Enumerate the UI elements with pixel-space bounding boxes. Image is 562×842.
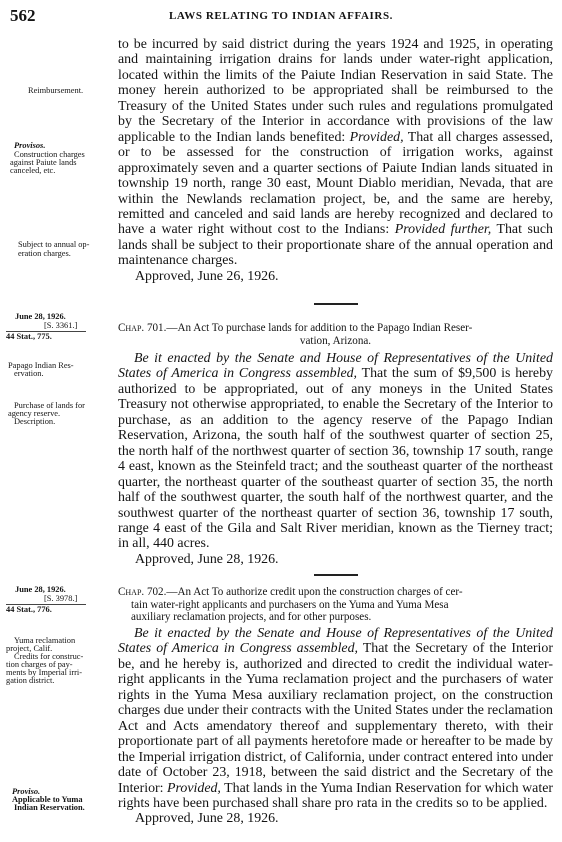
chapter-701-statute-ref: 44 Stat., 775.	[6, 331, 86, 341]
margin-note-applicable-1: Applicable to Yuma	[12, 795, 83, 804]
chapter-702-statute-ref: 44 Stat., 776.	[6, 604, 86, 614]
chapter-702-bill-number: [S. 3978.]	[44, 594, 78, 604]
chapter-701-label: Chap. 701.	[118, 322, 167, 334]
margin-note-yuma-2: project, Calif.	[6, 644, 53, 653]
margin-note-yuma-1: Yuma reclamation	[14, 636, 76, 645]
chapter-702-body	[118, 626, 553, 827]
section-divider-rule	[314, 574, 358, 576]
margin-note-subject-2: eration charges.	[18, 249, 71, 258]
margin-note-credits-3: ments by Imperial irri-	[6, 668, 83, 677]
approved-line: Approved, June 28, 1926.	[135, 811, 279, 827]
chapter-701-body	[118, 351, 553, 567]
margin-note-reimbursement: Reimbursement.	[28, 86, 84, 95]
chapter-701-text: Be it enacted by the Senate and House of Representatives of the United States of America in Congress assembled, That the sum of $9,500 is hereby authorized to be appropriated, out of any moneys in the United States Treasury not otherwise appropriated, to enable the Secretary of the Interior to purchase, as an addition to the agency reserve of the Papago Indian Reservation, Arizona, the south half of the southwest quarter of section 25, the north half of the northwest quarter of section 36, township 17 south, range 4 east, known as the Steinfeld tract; and the southeast quarter of the northeast quarter, the northeast quarter of the southeast quarter of section 35, the north half of the southwest quarter, the south half of the northwest quarter, and the southwest quarter of the northeast quarter of section 36, township 17 south, range 4 east of the Gila and Salt River meridian, known as the Tierney tract; in all, 440 acres.	[118, 351, 553, 552]
margin-note-credits-2: tion charges of pay-	[6, 660, 73, 669]
margin-note-subject-1: Subject to annual op-	[18, 240, 90, 249]
running-head: LAWS RELATING TO INDIAN AFFAIRS.	[168, 10, 394, 22]
page-number: 562	[10, 6, 36, 25]
chapter-701-sidenote	[6, 312, 110, 341]
chapter-701-date: June 28, 1926.	[15, 312, 66, 321]
margin-note-papago-1: Papago Indian Res-	[8, 361, 74, 370]
chapter-701-bill-number: [S. 3361.]	[44, 321, 78, 331]
margin-note-credits-1: Credits for construc-	[14, 652, 84, 661]
margin-note-purchase-1: Purchase of lands for	[14, 401, 85, 410]
chapter-701-title	[118, 322, 553, 347]
margin-note-construction-3: canceled, etc.	[10, 166, 56, 175]
chapter-701-title-line-2: vation, Arizona.	[299, 334, 372, 347]
section-divider-rule	[314, 303, 358, 305]
margin-note-construction-2: against Paiute lands	[10, 158, 77, 167]
margin-note-applicable-2: Indian Reservation.	[14, 803, 85, 812]
margin-note-purchase-2: agency reserve.	[8, 409, 61, 418]
page-header	[10, 6, 552, 28]
margin-note-papago-2: ervation.	[14, 369, 44, 378]
chapter-702-title-line-2: tain water-right applicants and purchasers on the Yuma and Yuma Mesa	[131, 598, 449, 611]
approved-line: Approved, June 28, 1926.	[135, 551, 279, 567]
chapter-701-title-line-1: —An Act To purchase lands for addition to the Papago Indian Reser-	[166, 322, 473, 334]
chapter-702-sidenote	[6, 585, 110, 614]
approved-line: Approved, June 26, 1926.	[135, 268, 279, 284]
margin-note-provisos: Provisos.	[14, 141, 46, 150]
margin-note-proviso: Proviso.	[12, 787, 41, 796]
chapter-702-title-line-1: —An Act To authorize credit upon the construction charges of cer-	[166, 586, 463, 598]
margin-note-description: Description.	[14, 417, 56, 426]
chapter-702-label: Chap. 702.	[118, 586, 167, 598]
chapter-702-text: Be it enacted by the Senate and House of Representatives of the United States of America in Congress assembled, That the Secretary of the Interior be, and he hereby is, authorized and directed to credit the individual water-right applicants in the Yuma reclamation project and the purchasers of water rights in the Yuma Mesa auxiliary reclamation project, on the construction charges due under their contracts with the United States under the reclamation Act and Acts amendatory thereof and supplementary thereto, with their proportionate part of all payments heretofore made or hereafter to be made by the Imperial irrigation district, of California, under contract entered into under date of October 23, 1918, between the said district and the Secretary of the Interior: Provided, That lands in the Yuma Indian Reservation for which water rights have been purchased shall share pro rata in the credits so to be applied.	[118, 626, 553, 811]
chapter-702-title-line-3: auxiliary reclamation projects, and for other purposes.	[131, 611, 372, 623]
margin-note-credits-4: gation district.	[6, 676, 55, 685]
chapter-702-date: June 28, 1926.	[15, 585, 66, 594]
chapter-702-title	[118, 586, 553, 624]
section-continuation-text: to be incurred by said district during the years 1924 and 1925, in operating and maintaining irrigation drains for lands under water-right application, located within the limits of the Paiute Indian Reservation in said State. The money herein authorized to be appropriated shall be reimbursed to the Treasury of the United States under such rules and regulations promulgated by the Secretary of the Interior in accordance with provisions of the law applicable to the Indian lands benefited: Provided, That all charges assessed, or to be assessed for the construction of irrigation works, against approximately seven and a quarter sections of Paiute Indian lands situated in township 19 north, range 30 east, Mount Diablo meridian, Nevada, that are within the Newlands reclamation project, be, and the same are hereby, remitted and canceled and said lands are hereby recognized and declared to have a water right without cost to the Indians: Provided further, That such lands shall be subject to their proportionate share of the annual operation and maintenance charges.	[118, 37, 553, 269]
section-continuation	[118, 37, 553, 284]
margin-note-construction-1: Construction charges	[14, 150, 85, 159]
